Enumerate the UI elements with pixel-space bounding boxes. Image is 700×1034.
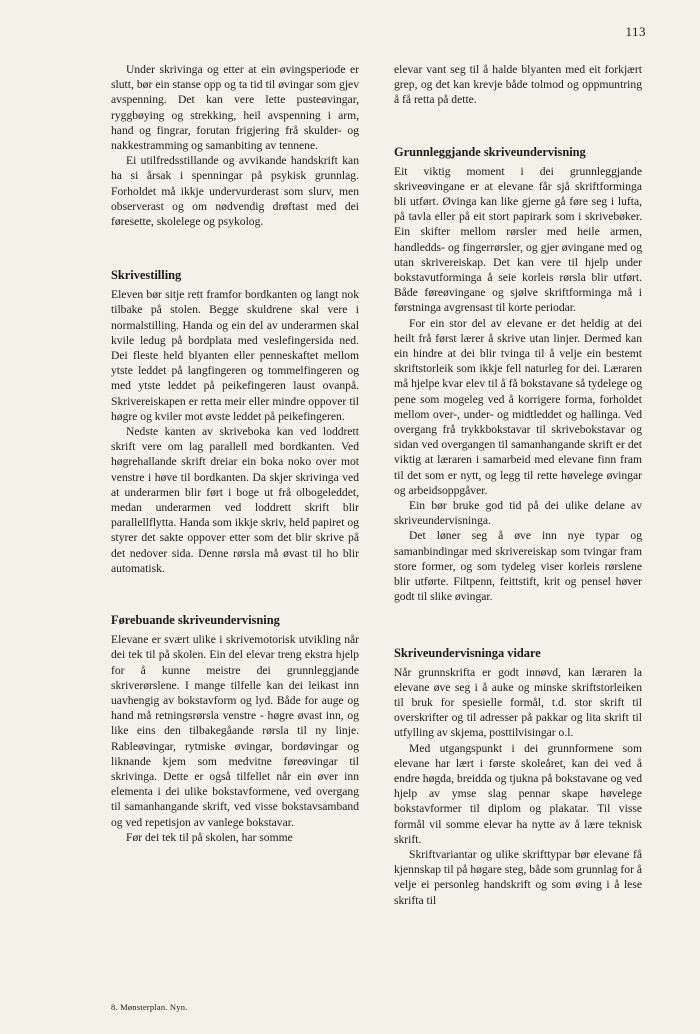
grunnleggjande-paragraph-1: Eit viktig moment i dei grunnleggjande skriveøvingane er at elevane får sjå skriftforminga bli utført. Øvinga kan like gjerne gå føre seg i lufta, på tavla eller på eit stort papirark som i skrivebøker. Ein skifter mellom rørsler med heile armen, handledds- og fingerrørsler, og gjer øvingane med og utan skrivereiskap. Det kan vere til hjelp under bokstavutforminga å seie korleis rørsla blir utført. Både føreøvingane og sjølve skriftforminga må i førstninga avgrensast til korte periodar. (394, 164, 642, 315)
grunnleggjande-paragraph-4: Det løner seg å øve inn nye typar og samanbindingar med skrivereiskap som tvingar fram store former, og som tydeleg viser korleis rørslene blir utførte. Filtpenn, feittstift, krit og pensel høver godt til slike øvingar. (394, 529, 642, 604)
vidare-paragraph-2: Med utgangspunkt i dei grunnformene som elevane har lært i første skoleåret, kan dei ved å endre høgda, breidda og tjukna på bokstavane og ved hjelp av ymse slag pennar skape høvelege bokstavformer til diplom og plakatar. Til visse formål vil somme elevar ha nytte av å lære teknisk skrift. (394, 741, 642, 846)
forebuande-paragraph-1: Elevane er svært ulike i skrivemotorisk utvikling når dei tek til på skolen. Ein del elevar treng ekstra hjelp for å kunne meistre dei grunnleggjande skriverørslene. I mange tilfelle kan dei leikast inn uavhengig av bokstavform og lyd. Både for auge og hand må retningsrørsla venstre - høgre øvast inn, og like eins den tilbakegåande rørsla til ny linje. Rableøvingar, rytmiske øvingar, bordøvingar og liknande kjem som medvitne føreøvingar til skrivinga. Dette er også tilfellet når ein øver inn elementa i dei ulike bokstavformene, ved overgang til samanhangande skrift, ved visse bokstavsamband og ved repetisjon av vanlege bokstavar. (111, 633, 359, 829)
continuation-paragraph: elevar vant seg til å halde blyanten med eit forkjært grep, og det kan krevje både tolmod og oppmuntring å få retta på dette. (394, 63, 642, 107)
vidare-paragraph-3: Skriftvariantar og ulike skrifttypar bør elevane få kjennskap til på høgare steg, både som grunnlag for å velje ei personleg handskrift og som øving i å lese skrifta til (394, 847, 642, 907)
section-heading-skrivestilling: Skrivestilling (111, 268, 182, 283)
right-column (394, 62, 642, 908)
grunnleggjande-paragraph-2: For ein stor del av elevane er det heldig at dei heilt frå først lærer å skrive utan linjer. Dermed kan ein hindre at dei blir tvinga til å velje ein bestemt skriftstorleik som ikkje fell naturleg for dei. Læraren må hjelpe kvar elev til å få bokstavane så tydelege og pene som mogeleg ved å korrigere forma, forholdet mellom over-, under- og midtleddet og hallinga. Ved overgang frå trykkbokstavar til skrivebokstavar og sidan ved overgangen til samanhangande skrift er det viktig at læraren i samarbeid med elevane finn fram til det som er nytt, og legg til rette høvelege øvingar og arbeidsoppgåver. (394, 316, 642, 497)
intro-paragraph-2: Ei utilfredsstillande og avvikande handskrift kan ha si årsak i spenningar på psykisk grunnlag. Forholdet må ikkje undervurderast som slurv, men observerast og om nødvendig drøftast med dei føresette, skolelege og psykolog. (111, 154, 359, 229)
grunnleggjande-paragraph-3: Ein bør bruke god tid på dei ulike delane av skriveundervisninga. (394, 499, 642, 528)
skrivestilling-paragraph-1: Eleven bør sitje rett framfor bordkanten og langt nok tilbake på stolen. Begge skuldrene skal vere i normalstilling. Handa og ein del av underarmen skal kvile ledug på bordplata med veslefingersida ned. Dei fleste held blyanten eller penneskaftet mellom ytste leddet på langfingeren og tommelfingeren og med ytste leddet på peikefingeren laust ovanpå. Skrivereiskapen er retta meir eller mindre oppover til høgre og kviler mot øvste leddet på peikefingeren. (111, 288, 359, 423)
forebuande-paragraph-2: Før dei tek til på skolen, har somme (126, 830, 293, 844)
section-heading-forebuande: Førebuande skriveundervisning (111, 613, 280, 628)
intro-paragraph-1: Under skrivinga og etter at ein øvingsperiode er slutt, bør ein stanse opp og ta tid til øvingar som gjev avspenning. Det kan vere lette pusteøvingar, ryggbøying og strekking, heil avspenning i arm, hand og fingrar, forutan frigjering frå skulder- og nakkestramming og samanbiting av tennene. (111, 63, 359, 153)
left-column (111, 62, 359, 845)
footer-note: 8. Mønsterplan. Nyn. (111, 1002, 188, 1012)
section-heading-vidare: Skriveundervisninga vidare (394, 645, 541, 660)
vidare-paragraph-1: Når grunnskrifta er godt innøvd, kan læraren la elevane øve seg i å auke og minske skriftstorleiken til bruk for spesielle formål, t.d. stor skrift til overskrifter og til adresser på pakkar og lita skrift til utfylling av skjema, posttilvisingar o.l. (394, 665, 642, 740)
skrivestilling-paragraph-2: Nedste kanten av skriveboka kan ved loddrett skrift vere om lag parallell med bordkanten. Ved høgrehallande skrift dreiar ein boka noko over mot venstre i høve til bordkanten. Da skjer skrivinga ved at underarmen blir ført i boge ut frå olbogeleddet, medan underarmen ved loddrett skrift blir parallellflytta. Handa som ikkje skriv, held papiret og styrer det sakte oppover etter som det blir skrive på det nedover sida. Denne rørsla må øvast til ho blir automatisk. (111, 425, 359, 575)
page-number: 113 (625, 24, 646, 39)
section-heading-grunnleggjande: Grunnleggjande skriveundervisning (394, 144, 586, 159)
